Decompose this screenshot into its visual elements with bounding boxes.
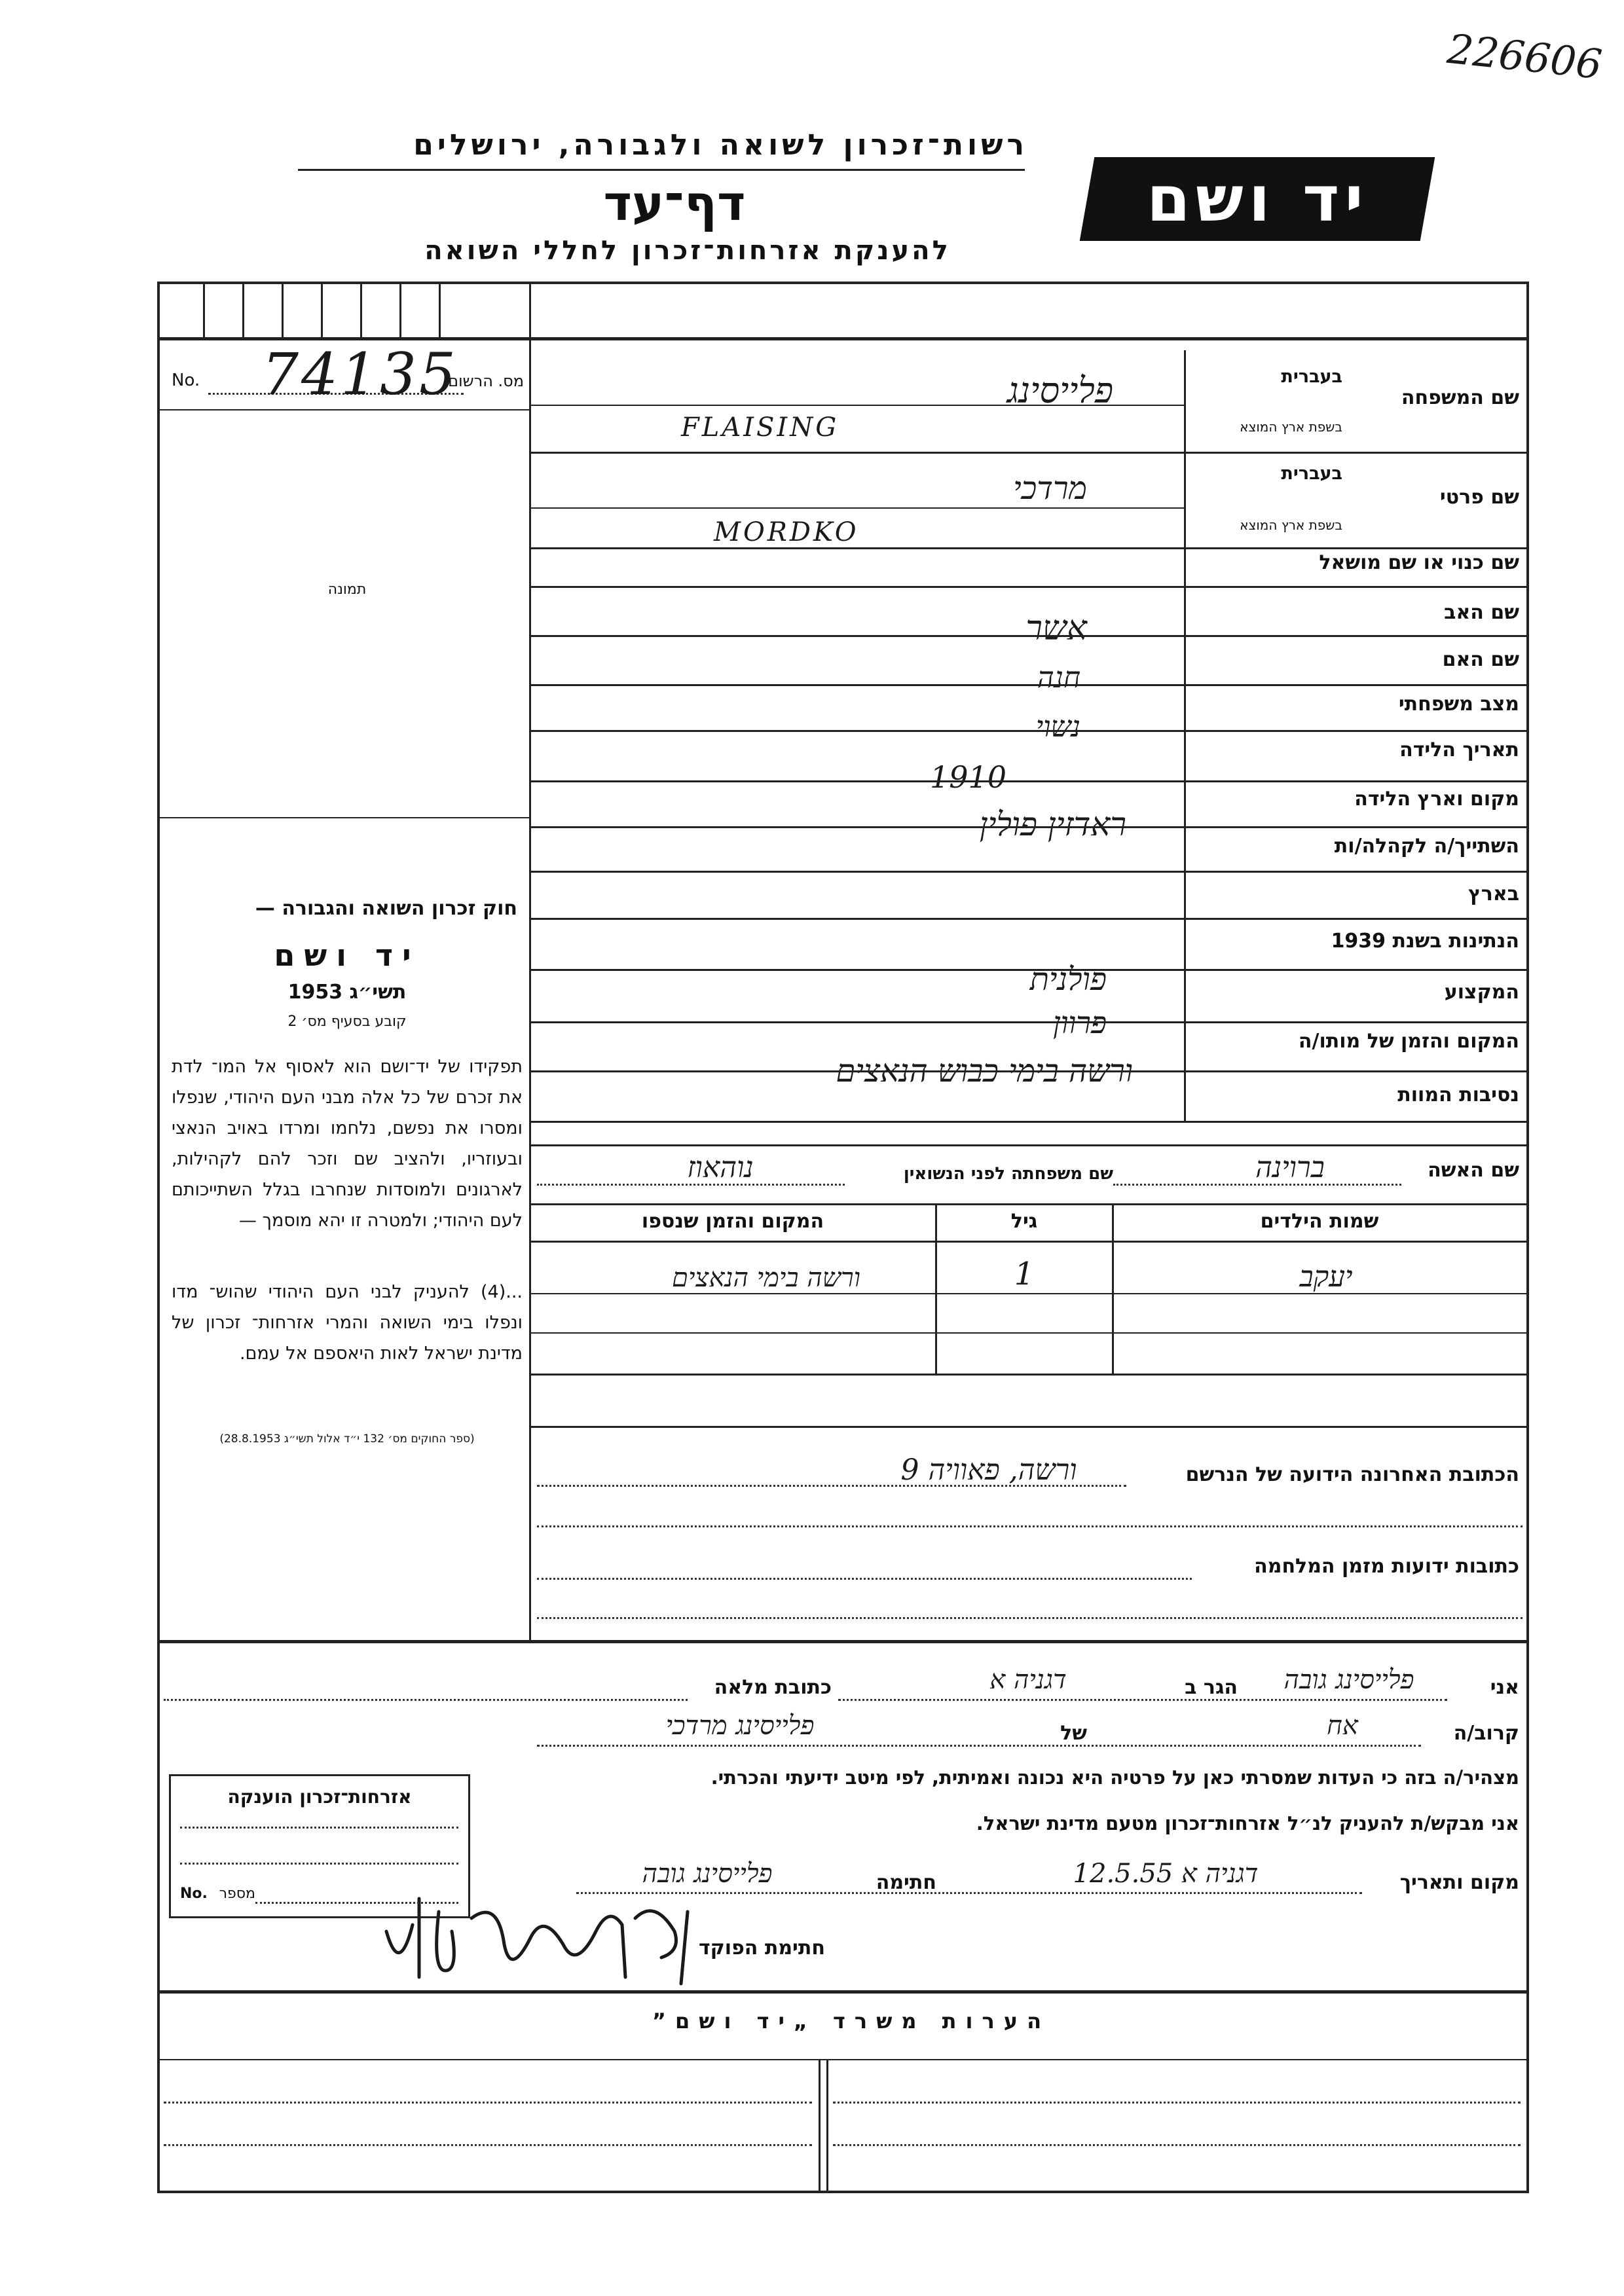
decl-i: אני xyxy=(1490,1676,1519,1699)
last-address: ורשה, פאוויה 9 xyxy=(900,1453,1077,1487)
decl-signature-label: חתימה xyxy=(876,1871,936,1894)
label-wife: שם האשה xyxy=(1428,1159,1519,1182)
first-name-latin: MORDKO xyxy=(714,517,859,547)
grant-box-dots xyxy=(180,1863,458,1865)
registration-bottom xyxy=(157,409,530,410)
wife-name: ברוינה xyxy=(1255,1151,1325,1184)
top-box-divider xyxy=(282,283,284,338)
row-line xyxy=(530,826,1529,828)
grant-box-dots xyxy=(255,1902,458,1904)
row-line xyxy=(530,507,1185,509)
declaration-top xyxy=(157,1640,1529,1643)
decl-signature: פלייסינג גובה xyxy=(642,1859,773,1889)
row-line xyxy=(530,918,1529,920)
war-address-dots xyxy=(537,1617,1522,1619)
family-name-hebrew: פלייסינג xyxy=(1006,370,1113,411)
children-header-age: גיל xyxy=(1010,1210,1038,1233)
law-paragraph-1: תפקידו של יד־ושם הוא לאסוף אל המו־ לדת את זכרם של כל אלה מבני העם היהודי, שנפלו ומסרו את נפשם, נלחמו ומרדו באויב הנאצי ובעוזריו, ולהציב שם וזכר להם לקהילות, לארגונים ולמוסדות שנחרבו בגלל השתייכותם לעם היהודי; ולמטרה זו יהא מוסמך — xyxy=(172,1057,523,1231)
law-clause: קובע בסעיף מס׳ 2 xyxy=(287,1013,407,1030)
office-notes-title: הערות משרד „יד ושם” xyxy=(652,2009,1051,2033)
children-header-place: המקום והזמן שנספו xyxy=(641,1210,824,1233)
decl-place-date-label: מקום ותאריך xyxy=(1399,1871,1519,1894)
row-line xyxy=(530,635,1529,637)
office-notes-divider xyxy=(826,2059,828,2193)
law-name: יד ושם xyxy=(274,938,420,973)
children-header-names: שמות הילדים xyxy=(1260,1210,1379,1233)
profession: פרוון xyxy=(1053,1005,1107,1040)
origin-lang-label: בשפת ארץ המוצא xyxy=(1240,419,1342,435)
official-signature-label: חתימת הפוקד xyxy=(699,1937,825,1959)
grant-box-number-label: מספר xyxy=(219,1886,255,1902)
wife-section-top xyxy=(530,1144,1529,1146)
decl-statement-2: אני מבקש/ת להעניק לנ״ל אזרחות־זכרון מטעם מדינת ישראל. xyxy=(976,1812,1519,1834)
birth-place: ראדזין פולין xyxy=(979,805,1126,843)
label-maiden-name: שם משפחתה לפני הנשואין xyxy=(903,1164,1113,1184)
label-citizenship: הנתינות בשנת 1939 xyxy=(1331,930,1519,953)
label-family-name: שם המשפחה xyxy=(1401,386,1519,409)
grant-box-title: אזרחות־זכרון הוענקה xyxy=(227,1786,412,1808)
wife-dots xyxy=(1113,1184,1401,1186)
office-notes-dots xyxy=(833,2102,1521,2104)
label-birth-date: תאריך הלידה xyxy=(1399,738,1519,761)
decl-relative-label: קרוב/ה xyxy=(1453,1722,1519,1745)
row-line xyxy=(530,452,1529,454)
decl-dots xyxy=(164,1699,688,1701)
top-box-divider xyxy=(399,283,401,338)
row-line xyxy=(530,730,1529,732)
office-notes-top xyxy=(157,1990,1529,1994)
decl-full-address-label: כתובת מלאה xyxy=(714,1676,832,1699)
address-section-top xyxy=(530,1426,1529,1428)
address-dots xyxy=(537,1485,1126,1487)
top-box-divider xyxy=(360,283,362,338)
top-box-divider xyxy=(439,283,441,338)
law-title: חוק זכרון השואה והגבורה — xyxy=(255,897,517,920)
death-place: ורשה בימי כבוש הנאצים xyxy=(836,1053,1133,1089)
top-box-divider xyxy=(242,283,244,338)
mother-name: חנה xyxy=(1037,661,1080,695)
label-marital-status: מצב משפחתי xyxy=(1398,693,1519,716)
decl-dots xyxy=(537,1745,1421,1747)
registration-en-label: No. xyxy=(172,371,200,390)
maiden-dots xyxy=(537,1184,845,1186)
authority-underline xyxy=(298,169,1025,171)
family-name-latin: FLAISING xyxy=(681,412,840,443)
yad-vashem-logo xyxy=(1080,157,1435,241)
children-row-line xyxy=(530,1293,1529,1294)
form-title: דף־עד xyxy=(603,175,746,232)
registration-number: 74135 xyxy=(262,340,458,408)
photo-bottom xyxy=(157,817,530,818)
office-notes-divider xyxy=(819,2059,821,2193)
decl-of-name: פלייסינג מרדכי xyxy=(665,1711,815,1741)
in-hebrew-label-2: בעברית xyxy=(1281,464,1342,484)
row-line xyxy=(530,1121,1529,1123)
label-first-name: שם פרטי xyxy=(1439,486,1519,509)
wife-maiden-name: נוהאוז xyxy=(687,1151,754,1184)
grant-box-dots xyxy=(180,1827,458,1829)
label-profession: המקצוע xyxy=(1444,981,1519,1004)
photo-label: תמונה xyxy=(327,581,367,598)
in-hebrew-label: בעברית xyxy=(1281,367,1342,387)
row-line xyxy=(530,1070,1529,1072)
children-table-top xyxy=(530,1203,1529,1205)
citizenship: פולנית xyxy=(1029,961,1107,998)
marital-status: נשוי xyxy=(1035,710,1080,744)
law-citation: (ספר החוקים מס׳ 132 י״ד אלול תשי״ג 28.8.1953) xyxy=(219,1432,475,1446)
top-box-divider xyxy=(321,283,323,338)
label-birth-place: מקום וארץ הלידה xyxy=(1354,788,1519,811)
office-notes-dots xyxy=(833,2144,1521,2146)
label-death-circumstances: נסיבות המוות xyxy=(1397,1084,1519,1106)
children-row-line xyxy=(530,1332,1529,1334)
row-line xyxy=(530,969,1529,971)
address-dots xyxy=(537,1525,1522,1527)
label-father: שם האב xyxy=(1444,601,1519,624)
authority-title: רשות־זכרון לשואה ולגבורה, ירושלים xyxy=(413,128,1028,162)
origin-lang-label-2: בשפת ארץ המוצא xyxy=(1240,517,1342,533)
row-line xyxy=(530,547,1529,549)
label-war-address: כתובות ידועות מזמן המלחמה xyxy=(1254,1555,1519,1578)
child-age: 1 xyxy=(1014,1256,1035,1292)
label-in-country: בארץ xyxy=(1467,883,1519,905)
row-line xyxy=(530,684,1529,686)
office-notes-line xyxy=(157,2059,1529,2060)
children-header-line xyxy=(530,1241,1529,1243)
top-box-divider xyxy=(203,283,205,338)
father-name: אשר xyxy=(1025,609,1087,648)
children-table-bottom xyxy=(530,1374,1529,1376)
label-column-divider xyxy=(1184,350,1186,1123)
law-paragraph-2: ...(4) להעניק לבני העם היהודי שהוש־ מדו ונפלו בימי השואה והמרי אזרחות־ זכרון של מדינת ישראל לאות היאספם אל עמם. xyxy=(172,1282,523,1364)
child-name: יעקב xyxy=(1299,1260,1353,1294)
decl-relation: אח xyxy=(1327,1711,1358,1741)
office-notes-dots xyxy=(164,2144,812,2146)
war-address-dots xyxy=(537,1578,1192,1580)
logo-text: יד ושם xyxy=(1146,162,1369,236)
office-notes-dots xyxy=(164,2102,812,2104)
row-line xyxy=(530,586,1529,588)
form-subtitle: להענקת אזרחות־זכרון לחללי השואה xyxy=(424,236,951,266)
decl-dots xyxy=(838,1699,1447,1701)
registration-he-label: מס. הרשום xyxy=(448,372,524,390)
row-line xyxy=(530,780,1529,782)
row-line xyxy=(530,871,1529,873)
row-line xyxy=(530,1021,1529,1023)
decl-city: דגניה א xyxy=(989,1665,1067,1695)
archive-number: 226606 xyxy=(1445,24,1604,89)
first-name-hebrew: מרדכי xyxy=(1013,470,1087,507)
decl-place-date-value: דגניה א 12.5.55 xyxy=(1073,1859,1259,1889)
decl-lives-in: הגר ב xyxy=(1185,1676,1238,1699)
label-mother: שם האם xyxy=(1442,648,1519,671)
birth-date: 1910 xyxy=(930,759,1007,795)
label-nickname: שם כנוי או שם מושאל xyxy=(1319,551,1519,574)
law-year: תשי״ג 1953 xyxy=(287,981,407,1004)
label-community: השתייך/ה לקהלה/ות xyxy=(1334,835,1519,858)
label-death-place: המקום והזמן של מותו/ה xyxy=(1298,1030,1519,1053)
decl-of-label: של xyxy=(1060,1722,1087,1745)
grant-box-no-en: No. xyxy=(180,1886,208,1902)
decl-declarant-name: פלייסינג גובה xyxy=(1283,1665,1414,1695)
left-column-divider xyxy=(529,283,531,1641)
child-place: ורשה בימי הנאצים xyxy=(672,1263,860,1293)
decl-statement-1: מצהיר/ה בזה כי העדות שמסרתי כאן על פרטיה היא נכונה ואמיתית, לפי מיטב ידיעתי והכרתי. xyxy=(710,1766,1519,1789)
label-last-address: הכתובת האחרונה הידועה של הנרשם xyxy=(1185,1463,1519,1486)
